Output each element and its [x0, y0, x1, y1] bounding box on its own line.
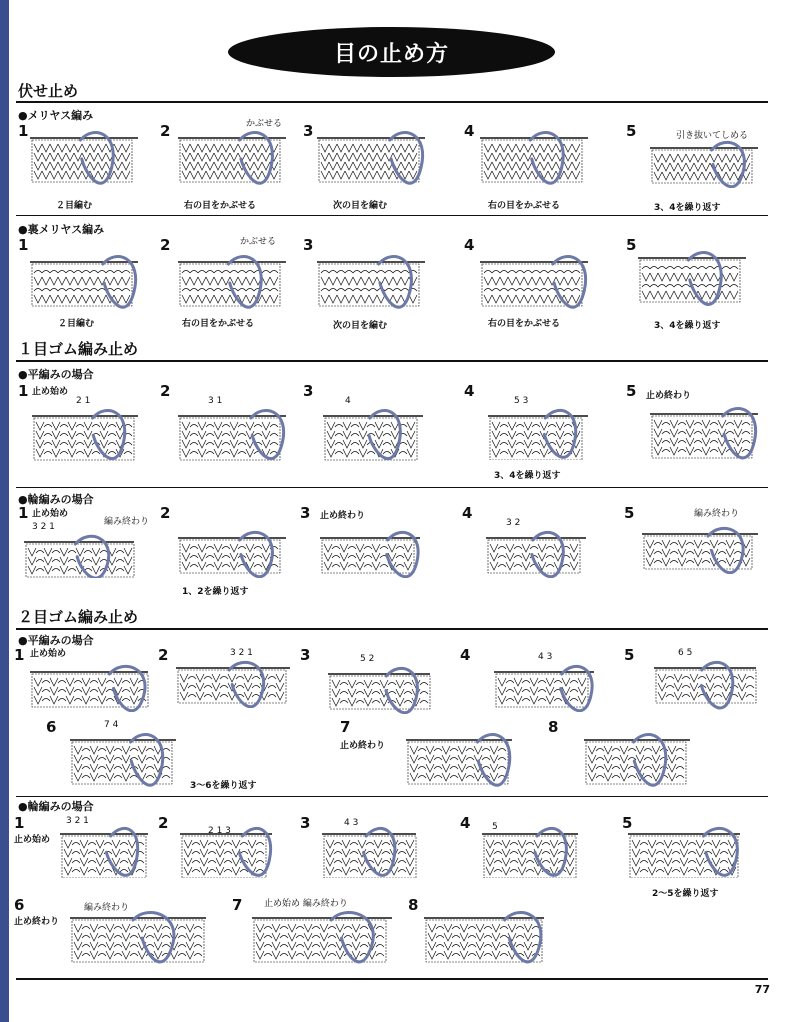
step: [160, 119, 300, 211]
step-label: 止め終わり: [340, 741, 386, 751]
stitch-illustration: [488, 406, 592, 460]
page-number: 77: [754, 983, 770, 996]
step-caption: 3、4を繰り返す: [654, 203, 721, 213]
stitch-illustration: [480, 128, 592, 188]
step-number: 4: [460, 646, 471, 664]
page-title-banner: [228, 27, 555, 77]
step-number: 2: [158, 814, 169, 832]
stitch-illustration: [180, 824, 276, 878]
step-number: 2: [160, 236, 171, 254]
step-label: 止め始め: [32, 509, 69, 519]
step-number: 3: [303, 236, 314, 254]
step-caption: 3〜6を繰り返す: [190, 781, 257, 791]
step-number: 1: [18, 236, 29, 254]
stitch-illustration: [32, 406, 142, 462]
stitch-illustration: [70, 730, 180, 790]
stitch-numbers: 6 5: [678, 648, 693, 658]
step: [300, 814, 440, 884]
step-note: かぶせる: [246, 119, 283, 129]
subsection-rule: [16, 796, 768, 797]
stitch-illustration: [654, 658, 760, 710]
stitch-illustration: [30, 252, 142, 312]
step-label: 止め始め: [30, 649, 67, 659]
stitch-numbers: 3 2 1: [230, 648, 253, 658]
stitch-illustration: [480, 252, 592, 312]
stitch-numbers: 5: [492, 822, 498, 832]
step: [300, 504, 440, 600]
page-title: 目の止め方: [333, 41, 449, 67]
step: [624, 646, 774, 718]
stitch-illustration: [584, 730, 694, 790]
stitch-illustration: [320, 528, 424, 578]
step-caption: ２目編む: [56, 201, 93, 211]
step: [158, 646, 298, 718]
subsection-rule: [16, 215, 768, 216]
step-number: 5: [624, 504, 635, 522]
step: [462, 504, 602, 600]
subsection-round: ●輪編みの場合: [18, 493, 94, 506]
step: [626, 236, 776, 331]
step-number: 8: [408, 896, 419, 914]
stitch-numbers: 3 2 1: [32, 522, 55, 532]
step: [14, 814, 154, 884]
stitch-illustration: [317, 128, 429, 188]
stitch-illustration: [252, 908, 396, 966]
step: [460, 814, 600, 884]
step-number: 4: [464, 122, 475, 140]
step: [18, 504, 152, 600]
step-number: 1: [18, 504, 29, 522]
step: [158, 814, 298, 884]
section-title-2x2-rib: ２目ゴム編み止め: [18, 608, 139, 626]
subsection-reverse-stockinette: ●裏メリヤス編み: [18, 223, 105, 236]
step-number: 5: [626, 236, 637, 254]
step-note: 止め始め 編み終わり: [264, 899, 348, 909]
stitch-numbers: 5 2: [360, 654, 375, 664]
step-number: 2: [160, 382, 171, 400]
step: [460, 646, 600, 718]
section-rule: [16, 360, 768, 362]
step-caption: 次の目を編む: [333, 321, 388, 331]
subsection-flat: ●平編みの場合: [18, 368, 94, 381]
stitch-numbers: 4: [345, 396, 351, 406]
step: [160, 504, 300, 600]
step-caption: 次の目を編む: [333, 201, 388, 211]
step-caption: 3、4を繰り返す: [654, 321, 721, 331]
step: [46, 718, 296, 796]
step-number: 8: [548, 718, 559, 736]
section-title-bind-off: 伏せ止め: [18, 82, 79, 100]
step: [464, 236, 604, 328]
stitch-illustration: [494, 662, 598, 712]
step-note: 引き抜いてしめる: [676, 131, 749, 141]
step-number: 5: [626, 382, 637, 400]
step-number: 3: [300, 504, 311, 522]
step-caption: 1、2を繰り返す: [182, 587, 249, 597]
stitch-illustration: [317, 252, 429, 312]
step-caption: 右の目をかぶせる: [488, 319, 561, 329]
step-number: 2: [160, 122, 171, 140]
stitch-numbers: 2 1: [76, 396, 91, 406]
section-rule: [16, 628, 768, 630]
step: [160, 236, 300, 328]
stitch-numbers: 4 3: [538, 652, 553, 662]
stitch-illustration: [424, 908, 548, 966]
step-number: 3: [303, 122, 314, 140]
step-note: 編み終わり: [84, 903, 130, 913]
step-caption: 右の目をかぶせる: [184, 201, 257, 211]
section-rule: [16, 101, 768, 103]
step-label: 止め始め: [14, 835, 51, 845]
stitch-illustration: [638, 248, 750, 310]
step-number: 2: [160, 504, 171, 522]
step: [548, 718, 718, 796]
step-number: 1: [18, 382, 29, 400]
stitch-illustration: [178, 128, 290, 188]
step-number: 5: [626, 122, 637, 140]
step-label: 止め始め: [32, 387, 69, 397]
section-title-1x1-rib: １目ゴム編み止め: [18, 340, 139, 358]
stitch-illustration: [486, 528, 590, 578]
stitch-illustration: [406, 730, 516, 790]
step-number: 1: [18, 122, 29, 140]
stitch-numbers: 3 2 1: [66, 816, 89, 826]
stitch-illustration: [70, 908, 210, 966]
step-number: 4: [462, 504, 473, 522]
step-number: 4: [464, 382, 475, 400]
step-number: 3: [300, 814, 311, 832]
step-caption: 右の目をかぶせる: [182, 319, 255, 329]
stitch-illustration: [322, 824, 420, 878]
step: [14, 896, 214, 972]
stitch-illustration: [323, 406, 427, 462]
stitch-illustration: [328, 664, 434, 714]
footer-rule: [16, 978, 768, 980]
step: [303, 236, 443, 331]
step-label: 止め終わり: [320, 511, 366, 521]
step: [303, 382, 443, 482]
step: [624, 504, 774, 600]
step-number: 1: [14, 814, 25, 832]
stitch-illustration: [178, 528, 290, 578]
step: [160, 382, 300, 482]
stitch-illustration: [24, 532, 138, 578]
left-edge-bar: [0, 0, 9, 1022]
step: [464, 122, 604, 210]
stitch-illustration: [178, 406, 290, 462]
stitch-numbers: 2 1 3: [208, 826, 231, 836]
step-number: 5: [622, 814, 633, 832]
step-number: 4: [464, 236, 475, 254]
step: [300, 646, 440, 718]
stitch-illustration: [482, 824, 582, 878]
step: [14, 646, 154, 718]
stitch-illustration: [30, 662, 152, 712]
stitch-numbers: 7 4: [104, 720, 119, 730]
step-number: 4: [460, 814, 471, 832]
step-note: 編み終わり: [694, 509, 740, 519]
step-note: かぶせる: [240, 237, 277, 247]
step-number: 5: [624, 646, 635, 664]
step-number: 1: [14, 646, 25, 664]
step-number: 3: [300, 646, 311, 664]
step-label: 止め終わり: [646, 391, 692, 401]
stitch-numbers: 3 1: [208, 396, 223, 406]
stitch-illustration: [60, 824, 152, 878]
step: [626, 382, 776, 482]
stitch-numbers: 5 3: [514, 396, 529, 406]
stitch-numbers: 4 3: [344, 818, 359, 828]
stitch-illustration: [178, 252, 290, 312]
step: [18, 382, 148, 482]
step-number: 7: [232, 896, 243, 914]
stitch-illustration: [650, 138, 762, 188]
step-number: 2: [158, 646, 169, 664]
step-number: 3: [303, 382, 314, 400]
stitch-illustration: [30, 128, 142, 188]
step-caption: 右の目をかぶせる: [488, 201, 561, 211]
step-number: 7: [340, 718, 351, 736]
step: [303, 122, 443, 210]
step-caption: 2〜5を繰り返す: [652, 889, 719, 899]
stitch-illustration: [642, 524, 762, 574]
step: [18, 236, 148, 328]
step-caption: ２目編む: [58, 319, 95, 329]
subsection-stockinette: ●メリヤス編み: [18, 109, 94, 122]
step: [464, 382, 604, 482]
step: [626, 122, 776, 213]
step: [18, 122, 148, 210]
subsection-rule: [16, 487, 768, 488]
step-caption: 3、4を繰り返す: [494, 471, 561, 481]
subsection-flat: ●平編みの場合: [18, 634, 94, 647]
step-label: 止め終わり: [14, 917, 60, 927]
step: [232, 896, 402, 972]
stitch-illustration: [176, 658, 294, 708]
step-number: 6: [14, 896, 25, 914]
step: [340, 718, 520, 796]
step-note: 編み終わり: [104, 517, 150, 527]
step: [622, 814, 772, 900]
stitch-numbers: 3 2: [506, 518, 521, 528]
subsection-round: ●輪編みの場合: [18, 800, 94, 813]
stitch-illustration: [650, 404, 762, 462]
step-number: 6: [46, 718, 57, 736]
stitch-illustration: [628, 824, 744, 878]
step: [408, 896, 558, 972]
